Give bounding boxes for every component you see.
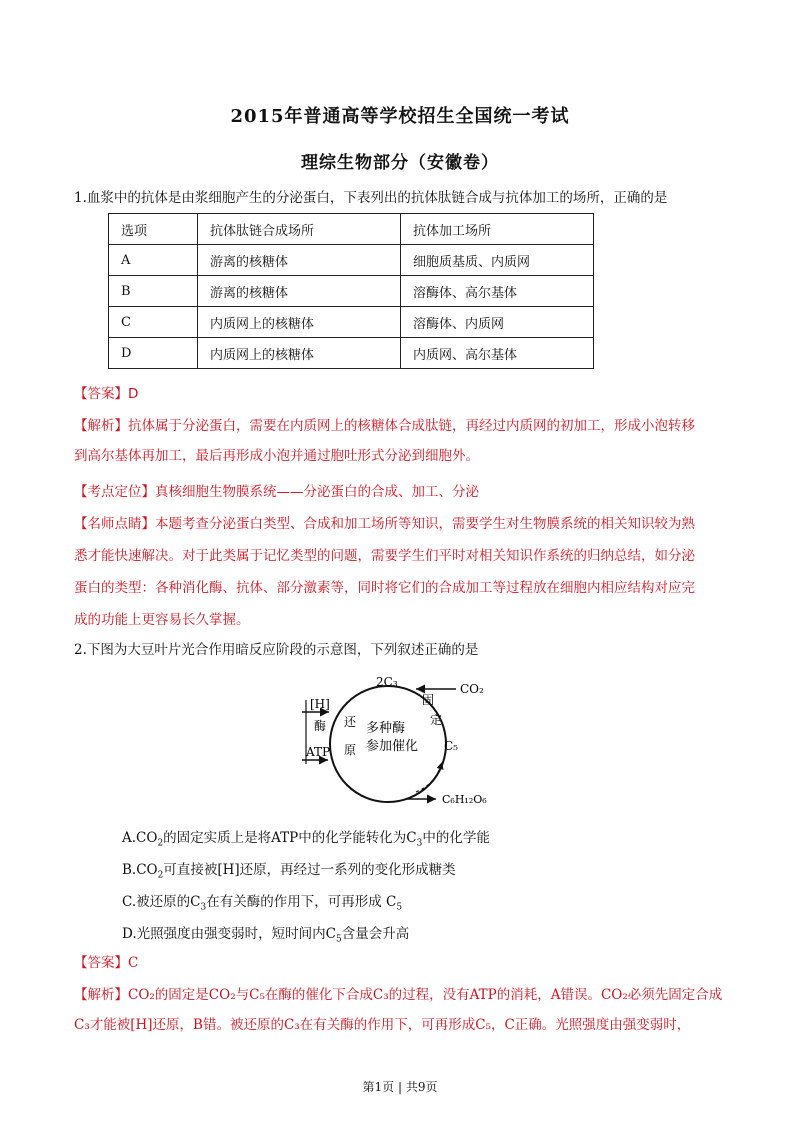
q1-analysis-line: 到高尔基体再加工，最后再形成小泡并通过胞吐形式分泌到细胞外。 xyxy=(74,448,479,464)
subscript: 2 xyxy=(157,838,164,849)
diagram-enzyme: 酶 xyxy=(314,719,327,733)
table-row xyxy=(109,245,594,276)
q1-analysis-line: 【解析】抗体属于分泌蛋白，需要在内质网上的核糖体合成肽链，再经过内质网的初加工，形成小泡转移 xyxy=(74,418,695,434)
diagram-co2: CO₂ xyxy=(460,682,484,696)
q2-option-c-text: C.被还原的C xyxy=(122,894,201,910)
table-header-cell: 抗体加工场所 xyxy=(401,214,594,245)
table-cell: 溶酶体、内质网 xyxy=(401,307,594,338)
table-cell: 内质网上的核糖体 xyxy=(198,338,401,369)
exam-subtitle: 理综生物部分（安徽卷） xyxy=(301,153,499,173)
exam-title: 2015年普通高等学校招生全国统一考试 xyxy=(230,106,570,127)
q2-option-c xyxy=(122,890,402,913)
q2-option-c-text: 在有关酶的作用下，可再形成 C xyxy=(206,894,397,910)
q1-comment-line: 悉才能快速解决。对于此类属于记忆类型的问题，需要学生们平时对相关知识作系统的归纳总结，如分泌 xyxy=(74,548,695,564)
q2-option-b xyxy=(122,858,456,881)
table-header-row xyxy=(109,214,594,245)
table-row xyxy=(109,338,594,369)
q1-comment-line: 成的功能上更容易长久掌握。 xyxy=(74,612,250,628)
q2-option-a-text: 中的化学能 xyxy=(422,830,490,846)
diagram-fix: 固 xyxy=(422,693,435,707)
table-cell: 细胞质基质、内质网 xyxy=(401,245,594,276)
subscript: 3 xyxy=(416,838,423,849)
diagram-h: [H] xyxy=(310,697,330,711)
diagram-atp: ATP xyxy=(306,745,331,759)
q2-option-d-text: 含量会升高 xyxy=(341,926,410,942)
calvin-cycle-diagram xyxy=(296,672,516,812)
table-cell: 游离的核糖体 xyxy=(198,245,401,276)
table-header-cell: 选项 xyxy=(109,214,198,245)
q2-option-a-text: A.CO xyxy=(122,830,158,846)
subscript: 5 xyxy=(335,934,342,945)
page-footer: 第1页 | 共9页 xyxy=(362,1080,438,1094)
q1-comment-line: 蛋白的类型：各种消化酶、抗体、部分激素等，同时将它们的合成加工等过程放在细胞内相应结构对应完 xyxy=(74,580,695,596)
question-2-stem: 2.下图为大豆叶片光合作用暗反应阶段的示意图，下列叙述正确的是 xyxy=(74,642,479,658)
table-cell: 内质网上的核糖体 xyxy=(198,307,401,338)
table-cell: C xyxy=(109,307,198,338)
diagram-fix: 定 xyxy=(430,713,443,727)
table-cell: D xyxy=(109,338,198,369)
q2-option-a xyxy=(122,826,490,849)
table-cell: B xyxy=(109,276,198,307)
subscript: 2 xyxy=(157,870,164,881)
table-row xyxy=(109,307,594,338)
q2-option-a-text: 的固定实质上是将ATP中的化学能转化为C xyxy=(163,830,417,846)
dashed-arrow xyxy=(416,762,442,792)
question-1-stem: 1.血浆中的抗体是由浆细胞产生的分泌蛋白，下表列出的抗体肽链合成与抗体加工的场所，正确的是 xyxy=(74,190,668,206)
table-cell: 溶酶体、高尔基体 xyxy=(401,276,594,307)
table-cell: 游离的核糖体 xyxy=(198,276,401,307)
table-row xyxy=(109,276,594,307)
subscript: 3 xyxy=(200,902,207,913)
q2-answer: 【答案】C xyxy=(74,955,139,971)
diagram-reduce: 还 xyxy=(344,715,357,729)
table-header-cell: 抗体肽链合成场所 xyxy=(198,214,401,245)
q2-option-b-text: 可直接被[H]还原，再经过一系列的变化形成糖类 xyxy=(163,862,456,878)
q2-option-b-text: B.CO xyxy=(122,862,158,878)
q1-point: 【考点定位】真核细胞生物膜系统——分泌蛋白的合成、加工、分泌 xyxy=(74,484,479,500)
diagram-center: 多种酶 xyxy=(366,721,406,736)
q2-analysis-line: C₃才能被[H]还原，B错。被还原的C₃在有关酶的作用下，可再形成C₅，C正确。光照强度由强变弱时， xyxy=(74,1017,691,1033)
diagram-product: C₆H₁₂O₆ xyxy=(442,793,487,806)
subscript: 5 xyxy=(396,902,403,913)
diagram-reduce: 原 xyxy=(344,743,357,757)
q2-option-d xyxy=(122,922,409,945)
options-table xyxy=(108,213,594,369)
diagram-2c3: 2C₃ xyxy=(376,675,398,689)
table-cell: A xyxy=(109,245,198,276)
diagram-c5: C₅ xyxy=(444,739,458,753)
q2-analysis-line: 【解析】CO₂的固定是CO₂与C₅在酶的催化下合成C₃的过程，没有ATP的消耗，A错误。CO₂必须先固定合成 xyxy=(74,987,723,1003)
q1-comment-line: 【名师点睛】本题考查分泌蛋白类型、合成和加工场所等知识，需要学生对生物膜系统的相关知识较为熟 xyxy=(74,516,695,532)
table-cell: 内质网、高尔基体 xyxy=(401,338,594,369)
diagram-center: 参加催化 xyxy=(366,739,419,754)
q1-answer: 【答案】D xyxy=(74,386,139,402)
q2-option-d-text: D.光照强度由强变弱时，短时间内C xyxy=(122,926,336,942)
